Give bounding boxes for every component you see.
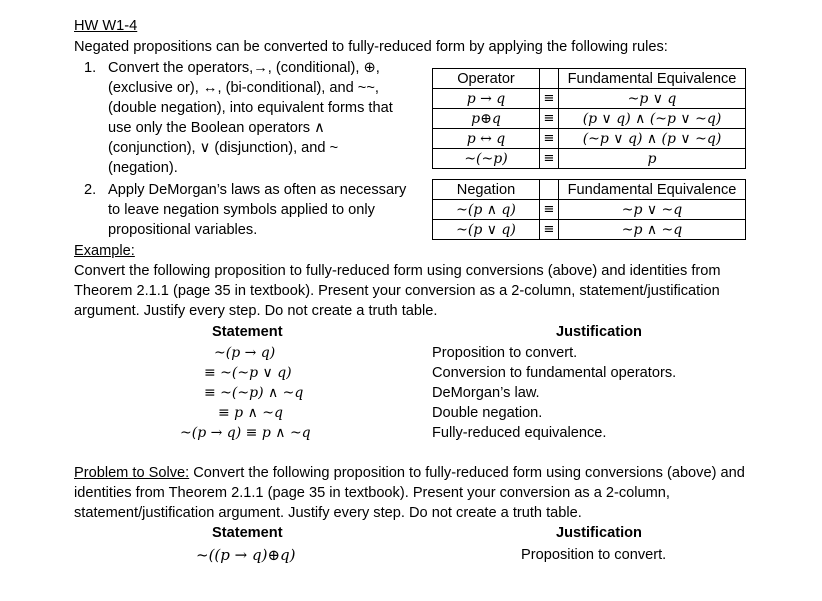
table-header [540,69,559,89]
table-cell: (~p ∨ q) ∧ (p ∨ ~q) [559,129,746,149]
rule-line: Convert the operators,→, (conditional), ⊕, [108,60,380,76]
problem-text: identities from Theorem 2.1.1 (page 35 in textbook). Present your conversion as a 2-column, [74,485,670,501]
table-cell: ≡ [540,109,559,129]
rule-line: (double negation), into equivalent forms that [108,100,393,116]
statement-step: ~(p → q) [214,345,276,361]
statement-step: ≡ ~(~p) ∧ ~q [204,385,304,401]
table-header: Fundamental Equivalence [559,69,746,89]
table-cell: ~(p ∧ q) [433,200,540,220]
rule-line: to leave negation symbols applied to only [108,202,375,218]
problem-text: Convert the following proposition to fully-reduced form using conversions (above) and [189,465,745,481]
rule-line: (conjunction), ∨ (disjunction), and ~ [108,140,339,156]
rule-number: 1. [84,60,97,76]
table-row [433,200,746,220]
table-row [433,129,746,149]
table-row [433,89,746,109]
statement-header: Statement [212,525,283,541]
table-cell: ≡ [540,129,559,149]
rule-line: propositional variables. [108,222,258,238]
example-text: Theorem 2.1.1 (page 35 in textbook). Present your conversion as a 2-column, statement/justification [74,283,720,299]
problem-label: Problem to Solve: [74,465,190,481]
statement-step: ≡ p ∧ ~q [218,405,283,421]
table-row [433,149,746,169]
example-text: Convert the following proposition to fully-reduced form using conversions (above) and identities from [74,263,721,279]
table-cell: ~p ∨ q [559,89,746,109]
justification-step: Conversion to fundamental operators. [432,365,677,381]
table-cell: ~p ∨ ~q [559,200,746,220]
table-cell: ≡ [540,149,559,169]
table-cell: ≡ [540,220,559,240]
table-row [433,220,746,240]
rule-line: (exclusive or), ↔, (bi-conditional), and ~~, [108,80,379,96]
example-text: argument. Justify every step. Do not create a truth table. [74,303,438,319]
table-cell: p⊕q [433,109,540,129]
table-cell: ~p ∧ ~q [559,220,746,240]
table-cell: ~(p ∨ q) [433,220,540,240]
table-cell: (p ∨ q) ∧ (~p ∨ ~q) [559,109,746,129]
rule-line: Apply DeMorgan’s laws as often as necessary [108,182,407,198]
problem-justification: Proposition to convert. [521,547,667,563]
justification-step: DeMorgan’s law. [432,385,540,401]
operator-equivalence-table [432,68,746,169]
negation-equivalence-table [432,179,746,240]
justification-step: Proposition to convert. [432,345,578,361]
problem-text: statement/justification argument. Justify every step. Do not create a truth table. [74,505,582,521]
page-title: HW W1-4 [74,18,138,34]
table-cell: ≡ [540,89,559,109]
table-header-row [433,180,746,200]
table-cell: p ↔ q [433,129,540,149]
table-row [433,109,746,129]
problem-statement: ~((p → q)⊕q) [196,546,296,564]
statement-step: ≡ ~(~p ∨ q) [204,365,292,381]
rule-line: use only the Boolean operators ∧ [108,120,325,136]
table-cell: p → q [433,89,540,109]
justification-header: Justification [556,525,642,541]
justification-step: Fully-reduced equivalence. [432,425,607,441]
table-header-row [433,69,746,89]
table-cell: ~(~p) [433,149,540,169]
justification-header: Justification [556,324,642,340]
statement-header: Statement [212,324,283,340]
example-label: Example: [74,243,135,259]
table-header: Negation [433,180,540,200]
table-header: Fundamental Equivalence [559,180,746,200]
intro-text: Negated propositions can be converted to fully-reduced form by applying the following rules: [74,39,668,55]
justification-step: Double negation. [432,405,543,421]
table-header [540,180,559,200]
table-header: Operator [433,69,540,89]
statement-step: ~(p → q) ≡ p ∧ ~q [180,425,311,441]
rule-line: (negation). [108,160,178,176]
rule-number: 2. [84,182,97,198]
problem-first-line [74,463,745,483]
table-cell: ≡ [540,200,559,220]
table-cell: p [559,149,746,169]
